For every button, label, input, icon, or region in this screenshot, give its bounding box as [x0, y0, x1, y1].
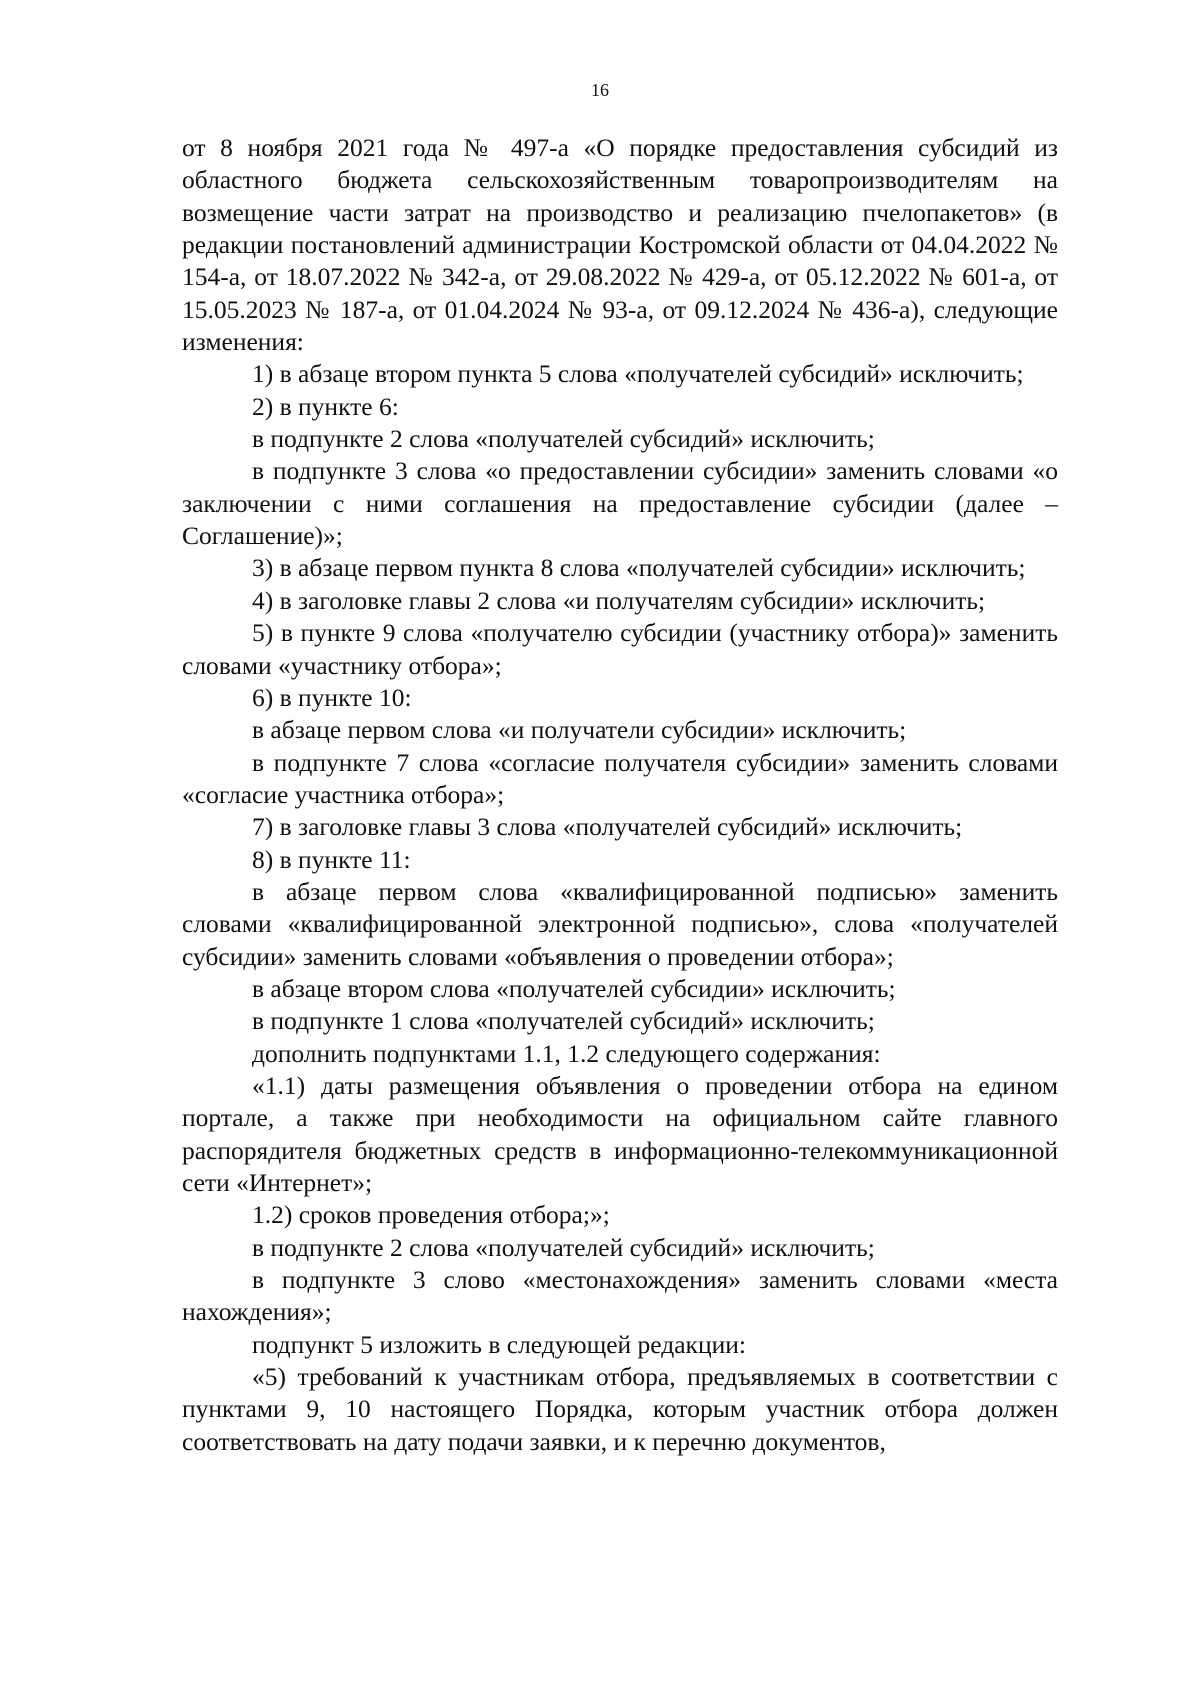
- paragraph-12: 7) в заголовке главы 3 слова «получателей субсидий» исключить;: [252, 812, 963, 842]
- paragraph-5: в подпункте 3 слова «о предоставлении субсидии» заменить словами «о заключении с ними соглашения на предоставление субсидии (далее – Соглашение)»;: [182, 456, 1058, 551]
- paragraph-9: 6) в пункте 10:: [252, 682, 412, 712]
- paragraph-11: в подпункте 7 слова «согласие получателя субсидии» заменить словами «согласие участника отбора»;: [182, 747, 1058, 809]
- paragraph-23: «5) требований к участникам отбора, предъявляемых в соответствии с пунктами 9, 10 настоящего Порядка, которым участник отбора должен соответствовать на дату подачи заявки, и к перечню документов,: [182, 1362, 1058, 1456]
- paragraph-22: подпункт 5 изложить в следующей редакции:: [252, 1329, 746, 1359]
- paragraph-13: 8) в пункте 11:: [252, 844, 411, 874]
- paragraph-6: 3) в абзаце первом пункта 8 слова «получателей субсидии» исключить;: [252, 553, 1026, 583]
- paragraph-18: «1.1) даты размещения объявления о проведении отбора на едином портале, а также при необходимости на официальном сайте главного распорядителя бюджетных средств в информационно-телекоммуникационной сети «Интернет»;: [182, 1070, 1058, 1197]
- paragraph-4: в подпункте 2 слова «получателей субсидий» исключить;: [252, 424, 875, 454]
- paragraph-1: от 8 ноября 2021 года № 497-а «О порядке предоставления субсидий из областного бюджета сельскохозяйственным товаропроизводителям на возмещение части затрат на производство и реализацию пчелопакетов» (в редакции постановлений администрации Костромской области от 04.04.2022 № 154-а, от 18.07.2022 № 342-а, от 29.08.2022 № 429-а, от 05.12.2022 № 601-а, от 15.05.2023 № 187-а, от 01.04.2024 № 93-а, от 09.12.2024 № 436-а), следующие изменения:: [182, 133, 1058, 357]
- page-number: 16: [591, 80, 609, 100]
- paragraph-15: в абзаце втором слова «получателей субсидии» исключить;: [252, 973, 896, 1003]
- paragraph-21: в подпункте 3 слово «местонахождения» заменить словами «места нахождения»;: [182, 1265, 1058, 1327]
- paragraph-19: 1.2) сроков проведения отбора;»;: [252, 1200, 610, 1230]
- paragraph-8: 5) в пункте 9 слова «получателю субсидии (участнику отбора)» заменить словами «участнику отбора»;: [182, 618, 1058, 680]
- document-body: [182, 132, 1058, 1458]
- paragraph-16: в подпункте 1 слова «получателей субсидий» исключить;: [252, 1006, 875, 1036]
- paragraph-3: 2) в пункте 6:: [252, 391, 399, 421]
- paragraph-20: в подпункте 2 слова «получателей субсидий» исключить;: [252, 1232, 875, 1262]
- paragraph-2: 1) в абзаце втором пункта 5 слова «получателей субсидий» исключить;: [252, 359, 1024, 389]
- paragraph-17: дополнить подпунктами 1.1, 1.2 следующего содержания:: [252, 1038, 881, 1068]
- paragraph-7: 4) в заголовке главы 2 слова «и получателям субсидии» исключить;: [252, 585, 986, 615]
- paragraph-14: в абзаце первом слова «квалифицированной подписью» заменить словами «квалифицированной электронной подписью», слова «получателей субсидии» заменить словами «объявления о проведении отбора»;: [182, 876, 1058, 971]
- paragraph-10: в абзаце первом слова «и получатели субсидии» исключить;: [252, 715, 907, 745]
